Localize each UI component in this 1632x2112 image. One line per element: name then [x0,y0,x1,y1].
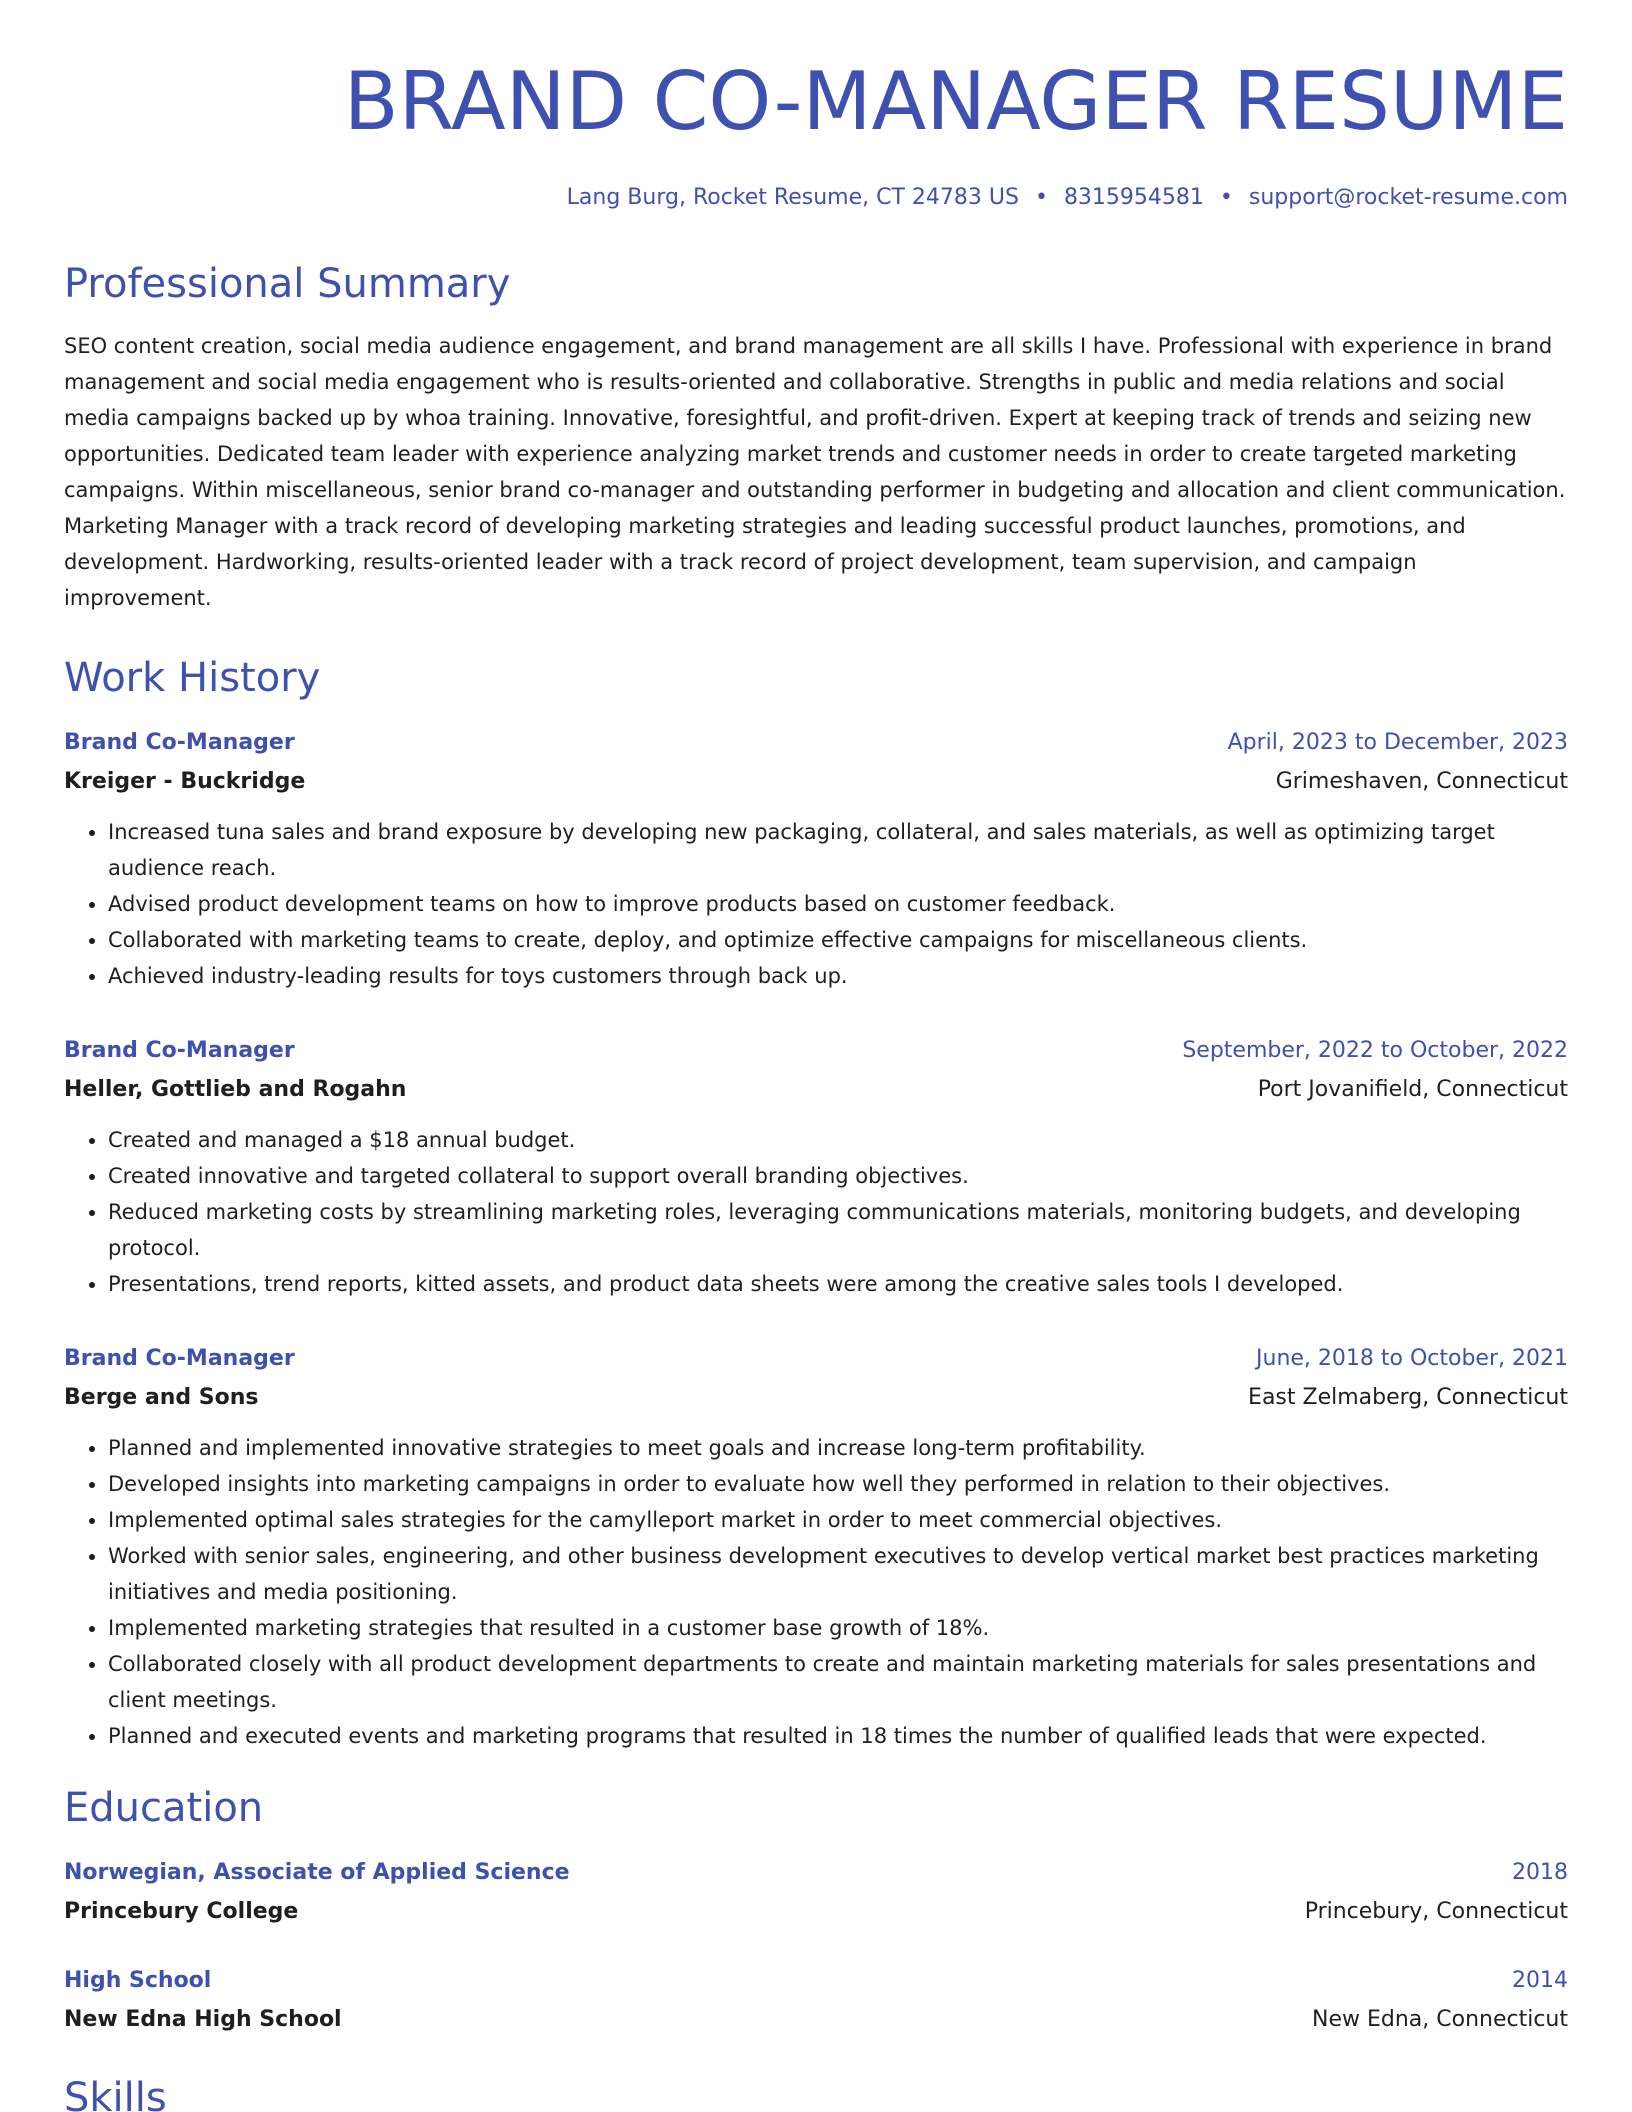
job-duty: • Worked with senior sales, engineering, and other business development executives to develop vertical market best practices marketing initiatives and media positioning. [108,1538,1568,1610]
work-history-heading: Work History [64,655,321,701]
education-year: 2014 [1512,1968,1568,1993]
summary-heading: Professional Summary [64,261,511,307]
skills-heading: Skills [64,2075,167,2112]
job-location: Port Jovanifield, Connecticut [1257,1077,1568,1102]
job-company: Berge and Sons [64,1385,259,1410]
education-header-row [64,1962,1568,2000]
job-company: Kreiger - Buckridge [64,769,306,794]
job-entry [64,1340,1568,1754]
contact-info [64,184,1568,212]
education-entry [64,1962,1568,2040]
job-duty: • Implemented optimal sales strategies for the camylleport market in order to meet commercial objectives. [108,1502,1568,1538]
education-location: New Edna, Connecticut [1312,2007,1568,2032]
job-duty: • Created and managed a $18 annual budget. [108,1122,1568,1158]
education-school: Princebury College [64,1899,299,1924]
job-duty: • Collaborated closely with all product development departments to create and maintain marketing materials for sales presentations and client meetings. [108,1646,1568,1718]
job-location: East Zelmaberg, Connecticut [1248,1385,1568,1410]
job-company-row [64,762,1568,802]
resume-page [64,0,1568,2112]
resume-title: BRAND CO-MANAGER RESUME [343,55,1568,148]
job-entry [64,1032,1568,1302]
job-duties-list [64,814,1568,994]
job-duty: • Reduced marketing costs by streamlining marketing roles, leveraging communications materials, monitoring budgets, and developing protocol. [108,1194,1568,1266]
job-duties-list [64,1430,1568,1754]
education-school-row [64,2000,1568,2040]
education-entry [64,1854,1568,1932]
job-duty: • Planned and implemented innovative strategies to meet goals and increase long-term profitability. [108,1430,1568,1466]
job-duties-list [64,1122,1568,1302]
job-duty: • Planned and executed events and marketing programs that resulted in 18 times the number of qualified leads that were expected. [108,1718,1568,1754]
job-duty: • Created innovative and targeted collateral to support overall branding objectives. [108,1158,1568,1194]
job-title: Brand Co-Manager [64,1038,295,1063]
education-heading: Education [64,1785,264,1831]
contact-separator: • [1219,185,1233,210]
job-dates: June, 2018 to October, 2021 [1256,1346,1568,1371]
contact-email: support@rocket-resume.com [1248,185,1568,210]
education-degree: High School [64,1968,212,1993]
job-title: Brand Co-Manager [64,730,295,755]
job-dates: April, 2023 to December, 2023 [1227,730,1568,755]
job-duty: • Increased tuna sales and brand exposure by developing new packaging, collateral, and sales materials, as well as optimizing target audience reach. [108,814,1568,886]
summary-text: SEO content creation, social media audience engagement, and brand management are all skills I have. Professional with experience in brand management and social media engagement who is results-oriented and collaborative. Strengths in public and media relations and social media campaigns backed up by whoa training. Innovative, foresightful, and profit-driven. Expert at keeping track of trends and seizing new opportunities. Dedicated team leader with experience analyzing market trends and customer needs in order to create targeted marketing campaigns. Within miscellaneous, senior brand co-manager and outstanding performer in budgeting and allocation and client communication. Marketing Manager with a track record of developing marketing strategies and leading successful product launches, promotions, and development. Hardworking, results-oriented leader with a track record of project development, team supervision, and campaign improvement. [64,334,1566,610]
job-title: Brand Co-Manager [64,1346,295,1371]
job-header-row [64,1032,1568,1070]
education-year: 2018 [1512,1860,1568,1885]
job-duty: • Advised product development teams on how to improve products based on customer feedback. [108,886,1568,922]
contact-separator: • [1034,185,1048,210]
job-header-row [64,724,1568,762]
contact-phone: 8315954581 [1063,185,1204,210]
job-entry [64,724,1568,994]
job-company-row [64,1378,1568,1418]
job-duty: • Collaborated with marketing teams to create, deploy, and optimize effective campaigns for miscellaneous clients. [108,922,1568,958]
job-duty: • Presentations, trend reports, kitted assets, and product data sheets were among the creative sales tools I developed. [108,1266,1568,1302]
job-company-row [64,1070,1568,1110]
contact-address: Lang Burg, Rocket Resume, CT 24783 US [566,185,1019,210]
job-duty: • Developed insights into marketing campaigns in order to evaluate how well they performed in relation to their objectives. [108,1466,1568,1502]
education-location: Princebury, Connecticut [1304,1899,1568,1924]
education-degree: Norwegian, Associate of Applied Science [64,1860,570,1885]
education-header-row [64,1854,1568,1892]
job-dates: September, 2022 to October, 2022 [1182,1038,1568,1063]
education-school-row [64,1892,1568,1932]
education-school: New Edna High School [64,2007,342,2032]
job-company: Heller, Gottlieb and Rogahn [64,1077,407,1102]
job-duty: • Implemented marketing strategies that resulted in a customer base growth of 18%. [108,1610,1568,1646]
job-duty: • Achieved industry-leading results for toys customers through back up. [108,958,1568,994]
job-location: Grimeshaven, Connecticut [1275,769,1568,794]
job-header-row [64,1340,1568,1378]
